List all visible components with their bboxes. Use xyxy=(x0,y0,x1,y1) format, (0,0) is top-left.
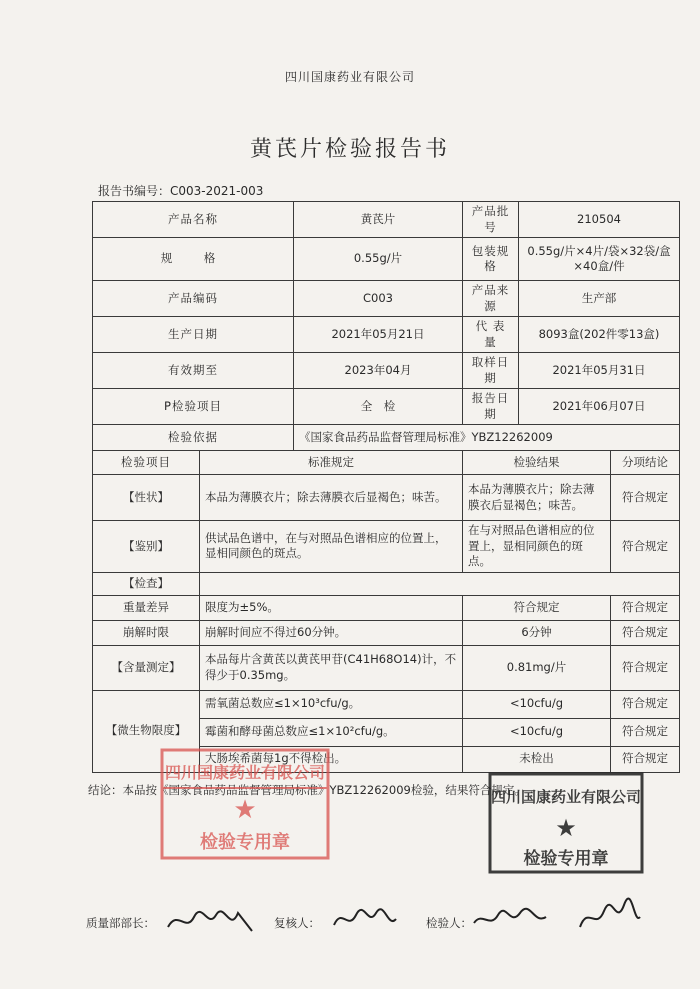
inspector-signature xyxy=(470,903,550,935)
test-result: <10cfu/g xyxy=(463,718,611,746)
info-value: 2021年05月31日 xyxy=(519,353,680,389)
info-label: 取样日期 xyxy=(463,353,519,389)
info-row xyxy=(93,317,680,353)
test-conclusion: 符合规定 xyxy=(611,690,680,718)
test-standard: 供试品色谱中，在与对照品色谱相应的位置上，显相同颜色的斑点。 xyxy=(200,521,463,573)
test-row-weight xyxy=(93,595,680,620)
quality-head-signature xyxy=(164,903,256,939)
basis-row xyxy=(93,425,680,451)
black-stamp-company: 四川国康药业有限公司 xyxy=(490,788,642,806)
test-conclusion: 符合规定 xyxy=(611,746,680,772)
basis-value: 《国家食品药品监督管理局标准》YBZ12262009 xyxy=(294,425,680,451)
star-icon: ★ xyxy=(233,795,257,825)
test-item: 【含量测定】 xyxy=(93,645,200,690)
test-conclusion: 符合规定 xyxy=(611,595,680,620)
test-row-identify xyxy=(93,521,680,573)
test-result: 6分钟 xyxy=(463,620,611,645)
info-label: 生产日期 xyxy=(93,317,294,353)
test-standard: 霉菌和酵母菌总数应≤1×10²cfu/g。 xyxy=(200,718,463,746)
test-conclusion: 符合规定 xyxy=(611,475,680,521)
test-item: 【性状】 xyxy=(93,475,200,521)
test-result: 0.81mg/片 xyxy=(463,645,611,690)
red-stamp-purpose: 检验专用章 xyxy=(200,832,290,853)
quality-head-label: 质量部部长： xyxy=(86,916,155,930)
info-value: 黄芪片 xyxy=(294,202,463,238)
test-result: 符合规定 xyxy=(463,595,611,620)
test-standard: 大肠埃希菌每1g不得检出。 xyxy=(200,746,463,772)
test-standard: 崩解时间应不得过60分钟。 xyxy=(200,620,463,645)
black-stamp-purpose: 检验专用章 xyxy=(523,849,609,869)
red-inspection-stamp xyxy=(160,748,330,860)
test-result: 本品为薄膜衣片；除去薄膜衣后显褐色；味苦。 xyxy=(463,475,611,521)
test-row-traits xyxy=(93,475,680,521)
info-row xyxy=(93,281,680,317)
test-standard: 本品每片含黄芪以黄芪甲苷(C41H68O14)计，不得少于0.35mg。 xyxy=(200,645,463,690)
conclusion-text: 结论：本品按《国家食品药品监督管理局标准》YBZ12262009检验，结果符合规定。 xyxy=(88,783,526,797)
column-header-standard: 标准规定 xyxy=(200,451,463,475)
star-icon: ★ xyxy=(555,814,577,842)
test-conclusion: 符合规定 xyxy=(611,645,680,690)
basis-label: 检验依据 xyxy=(93,425,294,451)
report-title: 黄芪片检验报告书 xyxy=(249,137,450,162)
info-value: 2023年04月 xyxy=(294,353,463,389)
test-row-check xyxy=(93,572,680,595)
test-conclusion: 符合规定 xyxy=(611,521,680,573)
info-row xyxy=(93,238,680,281)
info-label: 报告日期 xyxy=(463,389,519,425)
info-value: 0.55g/片 xyxy=(294,238,463,281)
test-item: 重量差异 xyxy=(93,595,200,620)
test-conclusion: 符合规定 xyxy=(611,718,680,746)
info-value: 8093盒(202件零13盒) xyxy=(519,317,680,353)
column-header-conclusion: 分项结论 xyxy=(611,451,680,475)
test-empty xyxy=(200,572,680,595)
info-label: P检验项目 xyxy=(93,389,294,425)
reviewer-label: 复核人： xyxy=(274,916,320,930)
reviewer-signature xyxy=(330,903,400,935)
info-label: 产品编码 xyxy=(93,281,294,317)
column-header-result: 检验结果 xyxy=(463,451,611,475)
test-item: 【鉴别】 xyxy=(93,521,200,573)
test-row-content xyxy=(93,645,680,690)
test-standard: 需氧菌总数应≤1×10³cfu/g。 xyxy=(200,690,463,718)
test-row-micro xyxy=(93,690,680,718)
column-header-row xyxy=(93,451,680,475)
info-label: 包装规格 xyxy=(463,238,519,281)
info-label: 规 格 xyxy=(93,238,294,281)
inspector-label: 检验人： xyxy=(426,916,472,930)
info-row xyxy=(93,202,680,238)
info-value: 生产部 xyxy=(519,281,680,317)
black-inspection-stamp xyxy=(488,772,644,874)
test-item: 崩解时限 xyxy=(93,620,200,645)
column-header-item: 检验项目 xyxy=(93,451,200,475)
info-value: 2021年05月21日 xyxy=(294,317,463,353)
info-label: 代 表 量 xyxy=(463,317,519,353)
approver-signature xyxy=(574,897,644,937)
company-header: 四川国康药业有限公司 xyxy=(284,70,415,84)
info-label: 产品批号 xyxy=(463,202,519,238)
test-item: 【检查】 xyxy=(93,572,200,595)
info-row xyxy=(93,353,680,389)
info-label: 有效期至 xyxy=(93,353,294,389)
test-standard: 限度为±5%。 xyxy=(200,595,463,620)
info-row xyxy=(93,389,680,425)
info-label: 产品名称 xyxy=(93,202,294,238)
red-stamp-company: 四川国康药业有限公司 xyxy=(164,763,326,782)
inspection-report-table xyxy=(92,201,680,773)
report-number: 报告书编号：C003-2021-003 xyxy=(98,184,264,198)
test-item: 【微生物限度】 xyxy=(93,690,200,772)
info-value: C003 xyxy=(294,281,463,317)
test-result: 在与对照品色谱相应的位置上，显相同颜色的斑点。 xyxy=(463,521,611,573)
test-conclusion: 符合规定 xyxy=(611,620,680,645)
test-result: 未检出 xyxy=(463,746,611,772)
info-value: 全 检 xyxy=(294,389,463,425)
info-value: 2021年06月07日 xyxy=(519,389,680,425)
info-value: 210504 xyxy=(519,202,680,238)
test-row-disintegration xyxy=(93,620,680,645)
test-standard: 本品为薄膜衣片；除去薄膜衣后显褐色；味苦。 xyxy=(200,475,463,521)
info-value: 0.55g/片×4片/袋×32袋/盒×40盒/件 xyxy=(519,238,680,281)
info-label: 产品来源 xyxy=(463,281,519,317)
test-result: <10cfu/g xyxy=(463,690,611,718)
